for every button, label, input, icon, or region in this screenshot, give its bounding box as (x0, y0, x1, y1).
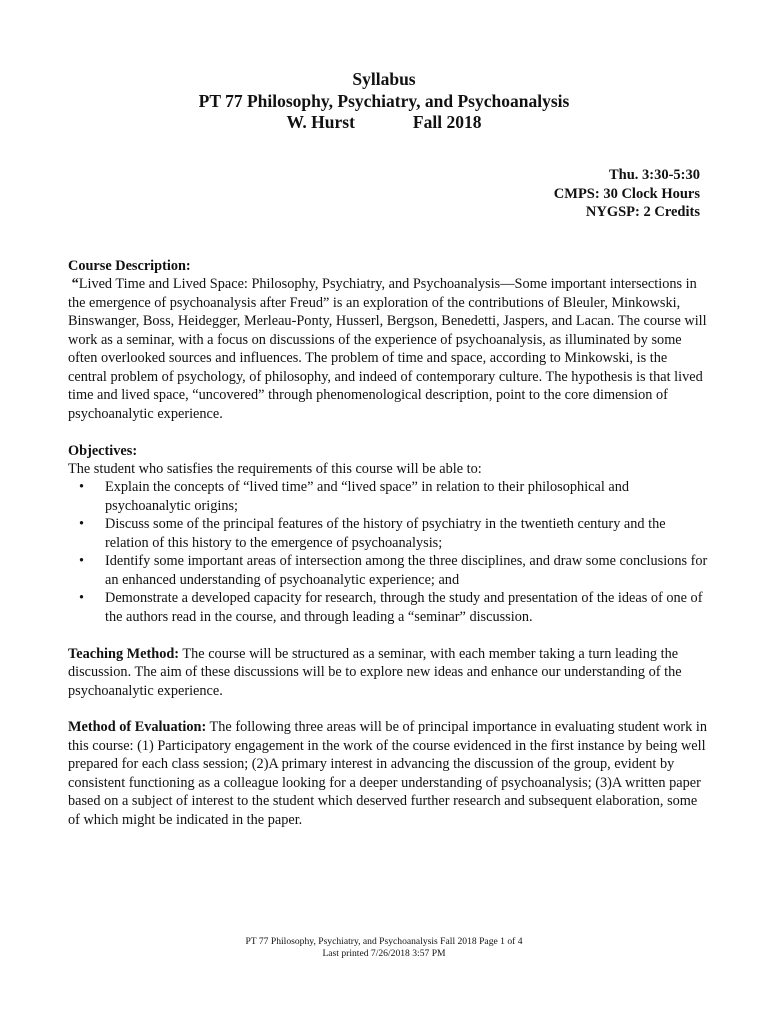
nygsp-credits: NYGSP: 2 Credits (585, 204, 700, 221)
objectives-intro: The student who satisfies the requirements of this course will be able to: (68, 461, 482, 478)
objectives-section (68, 442, 708, 627)
evaluation-section (68, 718, 708, 829)
objectives-heading: Objectives: (68, 442, 138, 459)
list-item: • Explain the concepts of “lived time” and “lived space” in relation to their philosophical and psychoanalytic origins; (105, 478, 708, 515)
evaluation-heading: Method of Evaluation: (68, 719, 207, 736)
course-description-heading: Course Description: (68, 258, 191, 274)
title-block (0, 69, 768, 134)
course-description-section (68, 257, 708, 423)
teaching-method-paragraph (68, 645, 708, 700)
meeting-time: Thu. 3:30-5:30 (608, 167, 700, 183)
list-item: • Demonstrate a developed capacity for research, through the study and presentation of the ideas of one of the authors read in the course, and through leading a “seminar” discussion. (105, 589, 708, 626)
document-body (68, 257, 708, 848)
evaluation-text: The following three areas will be of principal importance in evaluating student work in this course: (1) Participatory engagement in the work of the course evidenced in the first instance by being well prepared for each class session; (2)A primary interest in advancing the discussion of the group, evident by consistent functioning as a colleague looking for a deeper understanding of psychoanalysis; (3)A written paper based on a subject of interest to the student which deserved further research and subsequent elaboration, some of which might be indicated in the paper. (68, 719, 708, 828)
open-quote: “ (71, 276, 79, 293)
course-title: PT 77 Philosophy, Psychiatry, and Psychoanalysis (198, 90, 570, 111)
author-term-line (0, 112, 768, 134)
footer-course-page: PT 77 Philosophy, Psychiatry, and Psychoanalysis Fall 2018 Page 1 of 4 (245, 936, 523, 947)
page-footer (0, 936, 768, 959)
document-title: Syllabus (352, 69, 416, 89)
instructor-name: W. Hurst (286, 112, 355, 132)
evaluation-paragraph (68, 718, 708, 829)
teaching-method-heading: Teaching Method: (68, 645, 180, 662)
course-meta (554, 166, 700, 222)
course-description-text (68, 275, 708, 423)
list-item: • Discuss some of the principal features of the history of psychiatry in the twentieth century and the relation of this history to the emergence of psychoanalysis; (105, 515, 708, 552)
cmps-hours: CMPS: 30 Clock Hours (553, 185, 700, 202)
teaching-method-section (68, 645, 708, 700)
term-label: Fall 2018 (412, 112, 482, 132)
footer-last-printed: Last printed 7/26/2018 3:57 PM (322, 947, 446, 959)
objectives-list (68, 478, 708, 626)
course-description-body: Lived Time and Lived Space: Philosophy, Psychiatry, and Psychoanalysis—Some important intersections in the emergence of psychoanalysis after Freud” is an exploration of the contributions of Bleuler, Minkowski, Binswanger, Boss, Heidegger, Merleau-Ponty, Husserl, Bergson, Benedetti, Jaspers, and Lacan. The course will work as a seminar, with a focus on discussions of the experience of psychoanalysis, as illuminated by some often overlooked sources and influences. The problem of time and space, according to Minkowski, is the central problem of psychology, of philosophy, and indeed of contemporary culture. The hypothesis is that lived time and lived space, “uncovered” through phenomenological description, point to the core dimension of psychoanalytic experience. (68, 276, 707, 422)
list-item: • Identify some important areas of intersection among the three disciplines, and draw some conclusions for an enhanced understanding of psychoanalytic experience; and (105, 552, 708, 589)
teaching-method-text: The course will be structured as a seminar, with each member taking a turn leading the discussion. The aim of these discussions will be to explore new ideas and enhance our understanding of the psychoanalytic experience. (68, 645, 682, 699)
